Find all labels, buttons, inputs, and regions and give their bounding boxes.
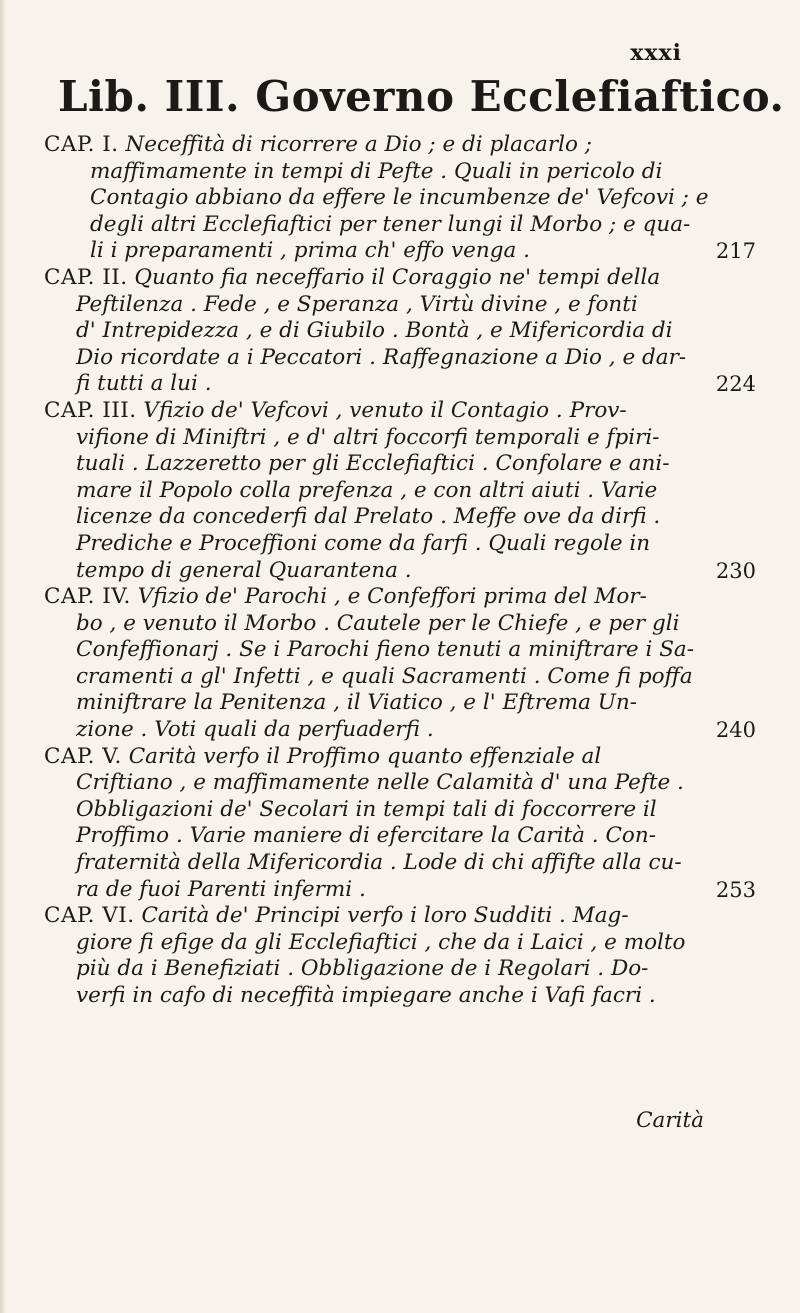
entry-line: Peftilenza . Fede , e Speranza , Virtù divine , e fonti	[76, 291, 638, 317]
chapter-entry	[44, 903, 764, 1009]
chapter-entry	[44, 744, 764, 904]
entry-line: mare il Popolo colla prefenza , e con altri aiuti . Varie	[76, 477, 658, 503]
entry-line: CAP. III. Vfizio de' Vefcovi , venuto il Contagio . Prov-	[44, 397, 627, 423]
entry-line: li i preparamenti , prima ch' effo venga .	[90, 238, 531, 264]
entry-line: Confeffionarj . Se i Parochi fieno tenuti a miniftrare i Sa-	[76, 637, 695, 663]
entry-line: CAP. I. Neceffità di ricorrere a Dio ; e di placarlo ;	[44, 132, 593, 157]
chapter-label: CAP. II.	[44, 264, 128, 290]
page-number: 224	[715, 372, 756, 397]
chapter-label: CAP. III.	[44, 397, 137, 423]
entry-line: maffimamente in tempi di Pefte . Quali in pericolo di	[90, 158, 663, 184]
entry-line: verfi in cafo di neceffità impiegare anche i Vafi facri .	[76, 983, 656, 1008]
entry-line: bo , e venuto il Morbo . Cautele per le Chiefe , e per gli	[76, 610, 680, 636]
entry-line: CAP. II. Quanto fia neceffario il Coraggio ne' tempi della	[44, 264, 661, 290]
entry-line: ra de fuoi Parenti infermi .	[76, 876, 366, 902]
entry-line: licenze da concederfi dal Prelato . Meffe ove da dirfi .	[76, 504, 661, 530]
entry-line: degli altri Ecclefiaftici per tener lungi il Morbo ; e qua-	[90, 211, 691, 237]
entry-line: giore fi efige da gli Ecclefiaftici , che da i Laici , e molto	[76, 929, 686, 955]
entry-line: fraternità della Mifericordia . Lode di chi affifte alla cu-	[76, 850, 682, 876]
chapter-summary-list	[44, 132, 764, 1010]
chapter-entry	[44, 584, 764, 744]
entry-line: Obbligazioni de' Secolari in tempi tali di foccorrere il	[76, 796, 657, 822]
entry-line: vifione di Miniftri , e d' altri foccorfi temporali e fpiri-	[76, 424, 660, 450]
entry-line: tuali . Lazzeretto per gli Ecclefiaftici . Confolare e ani-	[76, 451, 670, 477]
entry-line: fi tutti a lui .	[76, 371, 212, 397]
chapter-entry	[44, 265, 764, 398]
page-number: 253	[715, 877, 756, 902]
entry-line: Contagio abbiano da effere le incumbenze de' Vefcovi ; e	[90, 185, 709, 211]
entry-line: Prediche e Proceffioni come da farfi . Quali regole in	[76, 530, 651, 556]
entry-line: CAP. VI. Carità de' Principi verfo i loro Sudditi . Mag-	[44, 903, 629, 929]
chapter-label: CAP. V.	[44, 743, 122, 769]
entry-line: cramenti a gl' Infetti , e quali Sacramenti . Come fi poffa	[76, 663, 693, 689]
entry-line: tempo di general Quarantena .	[76, 557, 412, 583]
page-number: 230	[715, 558, 756, 583]
chapter-label: CAP. IV.	[44, 584, 131, 610]
entry-line: CAP. IV. Vfizio de' Parochi , e Confeffori prima del Mor-	[44, 584, 647, 610]
chapter-entry	[44, 398, 764, 584]
chapter-label: CAP. I.	[44, 132, 119, 157]
entry-line: Dio ricordate a i Peccatori . Raffegnazione a Dio , e dar-	[76, 344, 687, 370]
catchword: Carità	[636, 1108, 704, 1133]
chapter-label: CAP. VI.	[44, 903, 135, 929]
page-edge-shadow	[0, 0, 6, 1313]
page-number: 240	[715, 718, 756, 743]
entry-line: zione . Voti quali da perfuaderfi .	[76, 717, 434, 743]
entry-line: Criftiano , e maffimamente nelle Calamità d' una Pefte .	[76, 770, 684, 796]
chapter-entry	[44, 132, 764, 265]
entry-line: CAP. V. Carità verfo il Proffimo quanto effenziale al	[44, 743, 602, 769]
page-folio: xxxi	[630, 40, 682, 66]
page-number: 217	[715, 239, 756, 264]
entry-line: miniftrare la Penitenza , il Viatico , e l' Eftrema Un-	[76, 690, 638, 716]
running-head: Lib. III. Governo Ecclefiaftico.	[58, 72, 785, 121]
entry-line: Proffimo . Varie maniere di efercitare la Carità . Con-	[76, 823, 656, 849]
entry-line: d' Intrepidezza , e di Giubilo . Bontà , e Mifericordia di	[76, 318, 673, 344]
entry-line: più da i Benefiziati . Obbligazione de i Regolari . Do-	[76, 956, 649, 982]
